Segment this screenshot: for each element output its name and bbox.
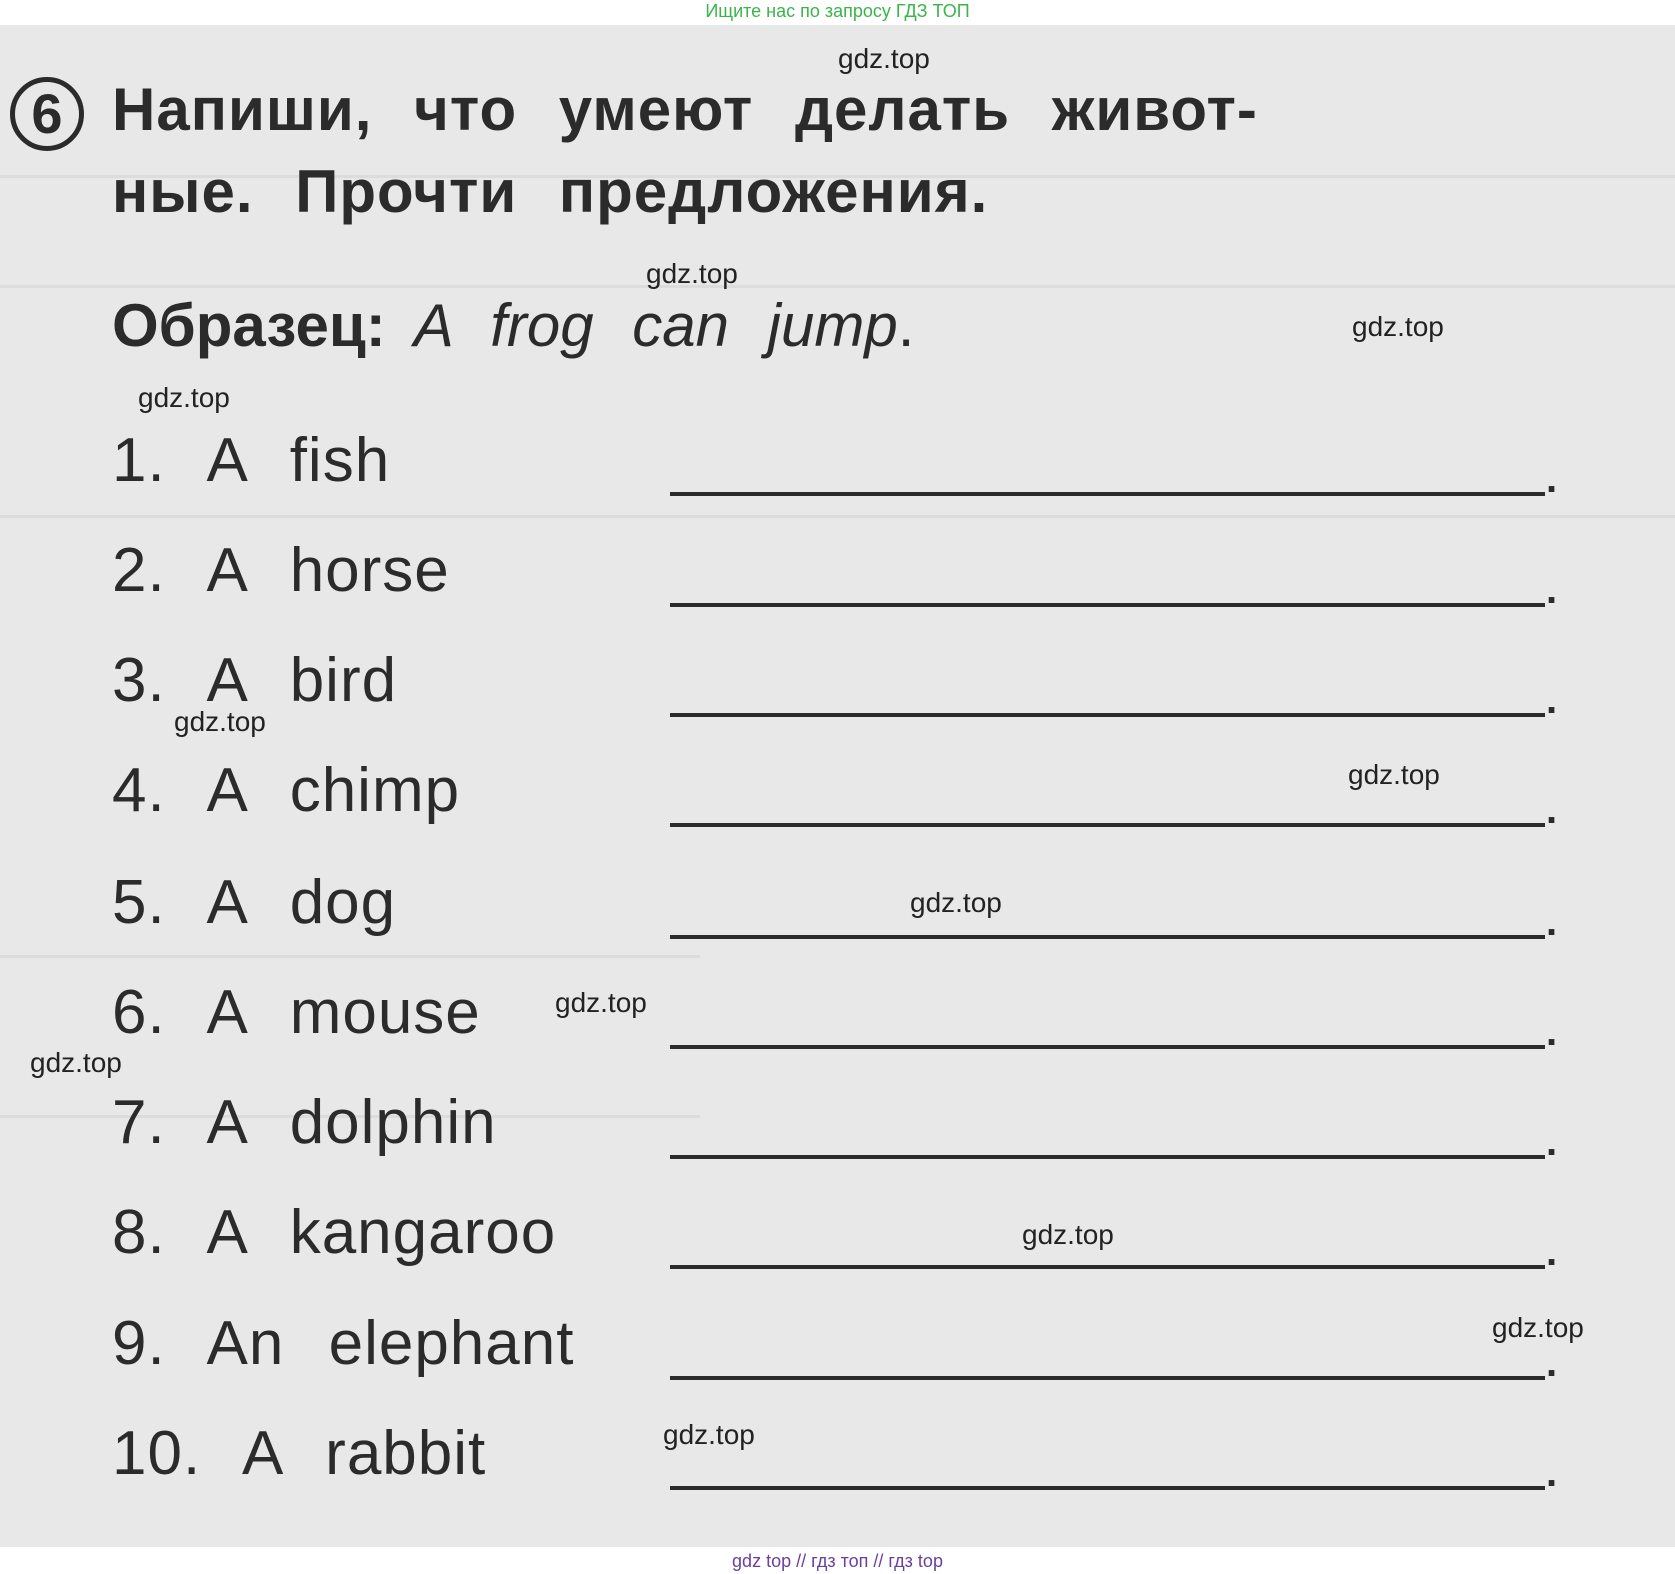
bleed-line bbox=[0, 955, 700, 958]
exercise-item-10 bbox=[112, 1418, 486, 1489]
exercise-item-9 bbox=[112, 1308, 574, 1379]
answer-line-1[interactable] bbox=[670, 492, 1545, 496]
item-text: An elephant bbox=[206, 1309, 575, 1378]
watermark: gdz.top bbox=[1492, 1312, 1584, 1343]
watermark: gdz.top bbox=[1022, 1219, 1114, 1250]
answer-line-8[interactable] bbox=[670, 1265, 1545, 1269]
item-number: 6. bbox=[112, 978, 166, 1047]
watermark: gdz.top bbox=[555, 987, 647, 1018]
answer-line-10[interactable] bbox=[670, 1486, 1545, 1490]
item-number: 9. bbox=[112, 1309, 166, 1378]
bleed-line bbox=[0, 285, 1675, 288]
task-heading-line-2: ные. Прочти предложения. bbox=[112, 158, 989, 225]
watermark: gdz.top bbox=[646, 258, 738, 289]
item-number: 1. bbox=[112, 426, 166, 495]
line-end-period: . bbox=[1546, 900, 1558, 944]
task-heading-line-1: Напиши, что умеют делать живот- bbox=[112, 76, 1258, 143]
workbook-page bbox=[0, 25, 1675, 1547]
item-number: 2. bbox=[112, 536, 166, 605]
watermark: gdz.top bbox=[838, 43, 930, 74]
sample-sentence bbox=[112, 291, 914, 360]
top-banner: Ищите нас по запросу ГДЗ ТОП bbox=[705, 1, 970, 21]
exercise-item-8 bbox=[112, 1197, 556, 1268]
item-number: 3. bbox=[112, 646, 166, 715]
answer-line-5[interactable] bbox=[670, 935, 1545, 939]
watermark: gdz.top bbox=[138, 382, 230, 413]
item-text: A dog bbox=[206, 868, 397, 937]
line-end-period: . bbox=[1546, 1451, 1558, 1495]
line-end-period: . bbox=[1546, 1120, 1558, 1164]
answer-line-3[interactable] bbox=[670, 713, 1545, 717]
item-number: 10. bbox=[112, 1419, 202, 1488]
answer-line-6[interactable] bbox=[670, 1045, 1545, 1049]
answer-line-4[interactable] bbox=[670, 823, 1545, 827]
item-text: A dolphin bbox=[206, 1088, 497, 1157]
exercise-item-6 bbox=[112, 977, 481, 1048]
item-number: 7. bbox=[112, 1088, 166, 1157]
item-number: 8. bbox=[112, 1198, 166, 1267]
item-text: A mouse bbox=[206, 978, 481, 1047]
exercise-item-5 bbox=[112, 867, 396, 938]
watermark: gdz.top bbox=[1348, 759, 1440, 790]
bleed-line bbox=[0, 515, 1675, 518]
watermark: gdz.top bbox=[1352, 311, 1444, 342]
line-end-period: . bbox=[1546, 568, 1558, 612]
item-text: A kangaroo bbox=[206, 1198, 557, 1267]
watermark: gdz.top bbox=[30, 1047, 122, 1078]
watermark: gdz.top bbox=[910, 887, 1002, 918]
line-end-period: . bbox=[1546, 1341, 1558, 1385]
watermark: gdz.top bbox=[174, 706, 266, 737]
item-text: A rabbit bbox=[242, 1419, 487, 1488]
sample-label: Образец: bbox=[112, 292, 386, 359]
answer-line-9[interactable] bbox=[670, 1376, 1545, 1380]
sample-text: A frog can jump bbox=[413, 292, 898, 359]
item-text: A horse bbox=[206, 536, 450, 605]
exercise-item-7 bbox=[112, 1087, 497, 1158]
line-end-period: . bbox=[1546, 1230, 1558, 1274]
exercise-item-4 bbox=[112, 755, 460, 826]
exercise-item-2 bbox=[112, 535, 450, 606]
line-end-period: . bbox=[1546, 457, 1558, 501]
line-end-period: . bbox=[1546, 1010, 1558, 1054]
line-end-period: . bbox=[1546, 678, 1558, 722]
item-text: A chimp bbox=[206, 756, 461, 825]
answer-line-7[interactable] bbox=[670, 1155, 1545, 1159]
item-text: A fish bbox=[206, 426, 391, 495]
answer-line-2[interactable] bbox=[670, 603, 1545, 607]
task-number-badge: 6 bbox=[10, 77, 84, 151]
sample-period: . bbox=[897, 292, 915, 359]
bottom-banner: gdz top // гдз топ // гдз top bbox=[732, 1551, 943, 1571]
item-number: 5. bbox=[112, 868, 166, 937]
line-end-period: . bbox=[1546, 788, 1558, 832]
item-number: 4. bbox=[112, 756, 166, 825]
exercise-item-1 bbox=[112, 425, 390, 496]
item-text: A bird bbox=[206, 646, 398, 715]
watermark: gdz.top bbox=[663, 1419, 755, 1450]
